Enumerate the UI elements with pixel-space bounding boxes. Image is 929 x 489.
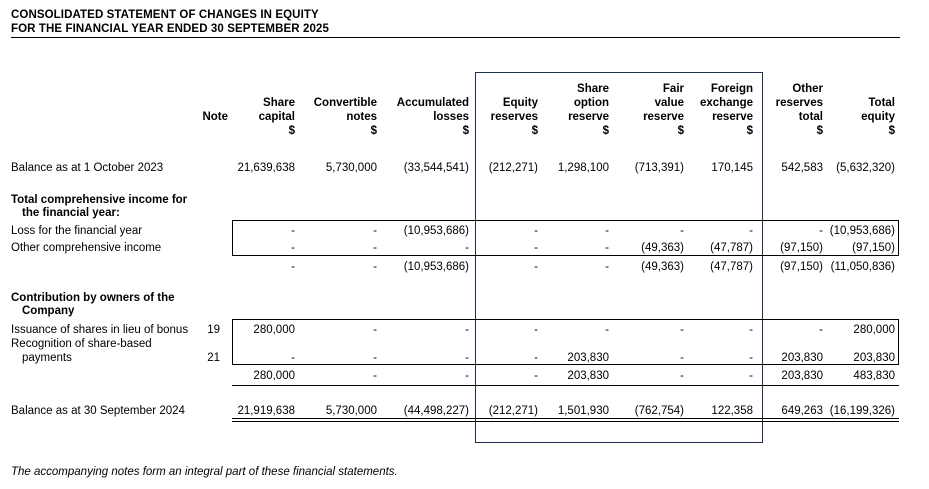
reserves-highlight-box [475,72,763,443]
cell-share-capital: 21,919,638 [237,405,295,417]
header-other-reserves-total-line: $ [816,125,823,137]
cell-fair-value-reserve: (762,754) [634,405,684,417]
header-share-option-reserve-line: Share [577,83,609,95]
cell-equity-reserves: (212,271) [488,405,538,417]
cell-convertible-notes: - [373,370,377,382]
cell-share-option-reserve: 203,830 [567,370,609,382]
header-accumulated-losses-line: Accumulated [396,97,469,109]
cell-accumulated-losses: (44,498,227) [403,405,469,417]
cell-share-option-reserve: - [605,261,609,273]
header-fair-value-reserve-line: $ [677,125,684,137]
header-fair-value-reserve-line: value [654,97,684,109]
cell-other-reserves-total: (97,150) [780,261,823,273]
cell-share-capital: 280,000 [253,324,295,336]
cell-other-reserves-total: (97,150) [780,242,823,254]
cell-share-capital: - [291,261,295,273]
cell-share-option-reserve: 1,501,930 [557,405,609,417]
cell-total-equity: (10,953,686) [829,225,895,237]
cell-share-capital: 280,000 [253,370,295,382]
row-label: Company [22,305,75,317]
header-note: Note [202,111,228,123]
row-label: the financial year: [22,207,120,219]
cell-equity-reserves: - [534,242,538,254]
cell-share-option-reserve: - [605,324,609,336]
header-other-reserves-total-line: total [798,111,823,123]
cell-fair-value-reserve: - [680,225,684,237]
statement-period: FOR THE FINANCIAL YEAR ENDED 30 SEPTEMBER 2025 [11,23,329,35]
cell-accumulated-losses: - [465,370,469,382]
header-total-equity-line: equity [861,111,895,123]
cell-accumulated-losses: (10,953,686) [403,261,469,273]
cell-total-equity: (5,632,320) [836,162,895,174]
row-label: Balance as at 1 October 2023 [11,162,164,174]
cell-equity-reserves: (212,271) [488,162,538,174]
subtotal-underline [232,385,899,386]
header-share-capital-line: Share [263,97,295,109]
header-equity-reserves-line: reserves [490,111,538,123]
cell-foreign-exchange-reserve: - [749,370,753,382]
row-label: Issuance of shares in lieu of bonus [11,324,189,336]
cell-convertible-notes: - [373,242,377,254]
cell-accumulated-losses: (33,544,541) [403,162,469,174]
cell-foreign-exchange-reserve: - [749,324,753,336]
cell-foreign-exchange-reserve: - [749,352,753,364]
row-label: Contribution by owners of the [11,292,175,304]
header-total-equity-line: Total [868,97,895,109]
cell-share-capital: 21,639,638 [237,162,295,174]
row-label: Other comprehensive income [11,242,162,254]
cell-accumulated-losses: - [465,352,469,364]
cell-convertible-notes: 5,730,000 [325,405,377,417]
row-note: 21 [207,352,220,364]
header-foreign-exchange-reserve-line: reserve [712,111,753,123]
statement-title: CONSOLIDATED STATEMENT OF CHANGES IN EQUITY [11,9,319,21]
cell-convertible-notes: - [373,225,377,237]
row-note: 19 [207,324,220,336]
cell-other-reserves-total: - [819,324,823,336]
cell-other-reserves-total: 649,263 [781,405,823,417]
header-share-capital-line: $ [288,125,295,137]
header-other-reserves-total-line: Other [792,83,823,95]
header-accumulated-losses-line: $ [462,125,469,137]
header-convertible-notes-line: $ [370,125,377,137]
cell-share-capital: - [291,352,295,364]
cell-foreign-exchange-reserve: - [749,225,753,237]
cell-total-equity: 483,830 [853,370,895,382]
cell-fair-value-reserve: (49,363) [641,242,684,254]
double-underline [232,421,899,422]
cell-fair-value-reserve: - [680,370,684,382]
cell-foreign-exchange-reserve: 122,358 [711,405,753,417]
cell-other-reserves-total: 203,830 [781,370,823,382]
cell-total-equity: 203,830 [853,352,895,364]
cell-total-equity: (11,050,836) [830,261,895,273]
header-foreign-exchange-reserve-line: Foreign [710,83,753,95]
cell-convertible-notes: 5,730,000 [325,162,377,174]
header-equity-reserves-line: $ [531,125,538,137]
cell-other-reserves-total: 542,583 [781,162,823,174]
cell-fair-value-reserve: - [680,352,684,364]
cell-convertible-notes: - [373,352,377,364]
row-label: payments [22,352,72,364]
cell-equity-reserves: - [534,370,538,382]
cell-convertible-notes: - [373,324,377,336]
cell-accumulated-losses: - [465,324,469,336]
cell-share-capital: - [291,242,295,254]
cell-share-option-reserve: 1,298,100 [557,162,609,174]
header-equity-reserves-line: Equity [502,97,538,109]
row-label: Loss for the financial year [11,225,143,237]
cell-accumulated-losses: (10,953,686) [403,225,469,237]
cell-equity-reserves: - [534,225,538,237]
footnote: The accompanying notes form an integral part of these financial statements. [11,466,398,478]
row-label: Total comprehensive income for [11,194,188,206]
row-label: Recognition of share-based [11,338,152,350]
cell-share-option-reserve: - [605,225,609,237]
cell-convertible-notes: - [373,261,377,273]
cell-fair-value-reserve: (713,391) [634,162,684,174]
header-convertible-notes-line: notes [346,111,377,123]
cell-equity-reserves: - [534,261,538,273]
header-total-equity-line: $ [888,125,895,137]
header-share-option-reserve-line: $ [602,125,609,137]
cell-fair-value-reserve: (49,363) [641,261,684,273]
cell-other-reserves-total: - [819,225,823,237]
cell-foreign-exchange-reserve: (47,787) [710,242,753,254]
row-label: Balance as at 30 September 2024 [11,405,185,417]
double-underline [232,418,899,419]
title-rule [11,37,900,38]
header-fair-value-reserve-line: Fair [662,83,684,95]
cell-share-option-reserve: - [605,242,609,254]
header-other-reserves-total-line: reserves [775,97,823,109]
cell-other-reserves-total: 203,830 [781,352,823,364]
header-foreign-exchange-reserve-line: $ [746,125,753,137]
cell-equity-reserves: - [534,352,538,364]
header-share-option-reserve-line: option [573,97,609,109]
cell-share-capital: - [291,225,295,237]
cell-foreign-exchange-reserve: 170,145 [711,162,753,174]
header-share-capital-line: capital [258,111,295,123]
cell-total-equity: 280,000 [853,324,895,336]
header-foreign-exchange-reserve-line: exchange [699,97,753,109]
cell-total-equity: (16,199,326) [829,405,895,417]
header-accumulated-losses-line: losses [433,111,469,123]
header-convertible-notes-line: Convertible [313,97,377,109]
cell-fair-value-reserve: - [680,324,684,336]
cell-total-equity: (97,150) [852,242,895,254]
cell-equity-reserves: - [534,324,538,336]
header-fair-value-reserve-line: reserve [643,111,684,123]
header-share-option-reserve-line: reserve [568,111,609,123]
cell-foreign-exchange-reserve: (47,787) [710,261,753,273]
cell-accumulated-losses: - [465,242,469,254]
cell-share-option-reserve: 203,830 [567,352,609,364]
